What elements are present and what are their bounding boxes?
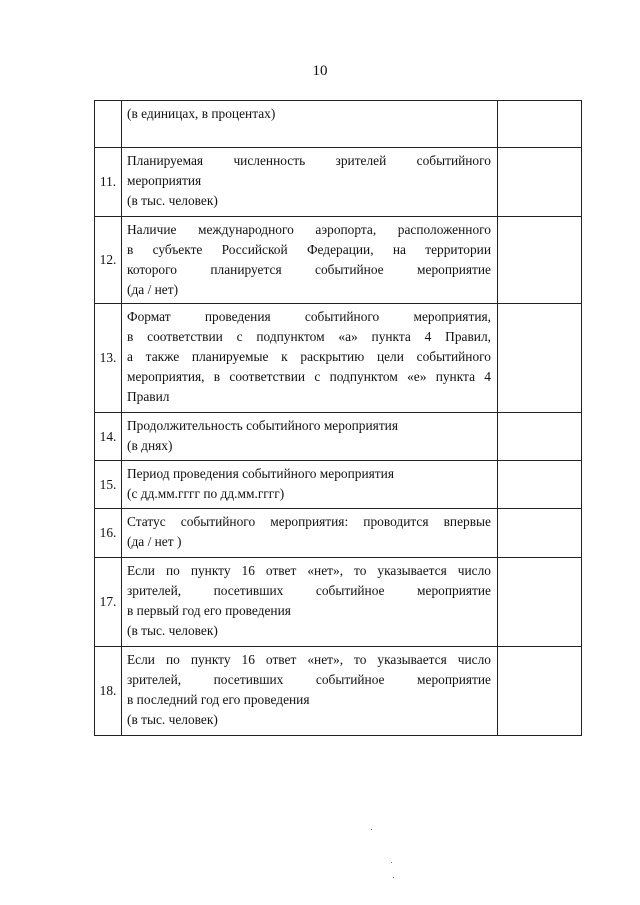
table-row	[95, 304, 582, 413]
table-row	[95, 148, 582, 217]
table-row	[95, 647, 582, 736]
description-line: в соответствии с подпунктом «а» пункта 4 Правил,	[127, 329, 491, 344]
description-line: Если по пункту 16 ответ «нет», то указывается число	[127, 652, 491, 667]
table-row	[95, 509, 582, 558]
row-number: 13.	[95, 304, 122, 413]
description-line: Правил	[127, 389, 170, 404]
description-line: Если по пункту 16 ответ «нет», то указывается число	[127, 563, 491, 578]
row-number: 11.	[95, 148, 122, 217]
description-line: а также планируемые к раскрытию цели событийного	[127, 349, 491, 364]
description-line: Продолжительность событийного мероприятия	[127, 418, 399, 433]
description-line: (да / нет)	[127, 282, 179, 297]
description-line: зрителей, посетивших событийное мероприятие	[127, 583, 491, 598]
scan-speck	[371, 829, 372, 830]
description-line: в последний год его проведения	[127, 692, 310, 707]
table-row	[95, 413, 582, 461]
description-line: (в тыс. человек)	[127, 193, 218, 208]
row-description	[122, 101, 498, 148]
row-number: 12.	[95, 217, 122, 304]
row-number: 17.	[95, 558, 122, 647]
indicators-table	[94, 100, 582, 736]
row-description	[122, 647, 498, 736]
row-description	[122, 304, 498, 413]
row-value-cell	[498, 509, 582, 558]
row-value-cell	[498, 461, 582, 509]
row-number: 16.	[95, 509, 122, 558]
row-value-cell	[498, 148, 582, 217]
table-row	[95, 461, 582, 509]
table-row	[95, 101, 582, 148]
description-line: (в тыс. человек)	[127, 712, 218, 727]
scan-speck	[391, 862, 392, 863]
description-line: (в тыс. человек)	[127, 623, 218, 638]
description-line: (в единицах, в процентах)	[127, 106, 276, 121]
row-description	[122, 461, 498, 509]
description-line: мероприятия, в соответствии с подпунктом «е» пункта 4	[127, 369, 491, 384]
description-line: Период проведения событийного мероприятия	[127, 466, 394, 481]
row-value-cell	[498, 413, 582, 461]
row-value-cell	[498, 217, 582, 304]
table-row	[95, 558, 582, 647]
description-line: Формат проведения событийного мероприятия,	[127, 309, 491, 324]
row-number: 14.	[95, 413, 122, 461]
description-line: Статус событийного мероприятия: проводится впервые	[127, 514, 491, 529]
description-line: мероприятия	[127, 173, 202, 188]
row-number	[95, 101, 122, 148]
row-number: 15.	[95, 461, 122, 509]
row-description	[122, 148, 498, 217]
row-description	[122, 558, 498, 647]
page-number: 10	[312, 63, 328, 79]
row-description	[122, 509, 498, 558]
row-description	[122, 413, 498, 461]
description-line: зрителей, посетивших событийное мероприятие	[127, 672, 491, 687]
description-line: (в днях)	[127, 438, 173, 453]
description-line: в субъекте Российской Федерации, на территории	[127, 242, 491, 257]
description-line: (да / нет )	[127, 534, 182, 549]
description-line: которого планируется событийное мероприятие	[127, 262, 491, 277]
row-value-cell	[498, 558, 582, 647]
row-number: 18.	[95, 647, 122, 736]
description-line: в первый год его проведения	[127, 603, 291, 618]
table-row	[95, 217, 582, 304]
description-line: Планируемая численность зрителей событийного	[127, 153, 491, 168]
description-line: Наличие международного аэропорта, расположенного	[127, 222, 491, 237]
row-value-cell	[498, 647, 582, 736]
row-value-cell	[498, 304, 582, 413]
row-value-cell	[498, 101, 582, 148]
row-description	[122, 217, 498, 304]
description-line: (с дд.мм.гггг по дд.мм.гггг)	[127, 486, 285, 501]
scan-speck	[393, 877, 394, 878]
